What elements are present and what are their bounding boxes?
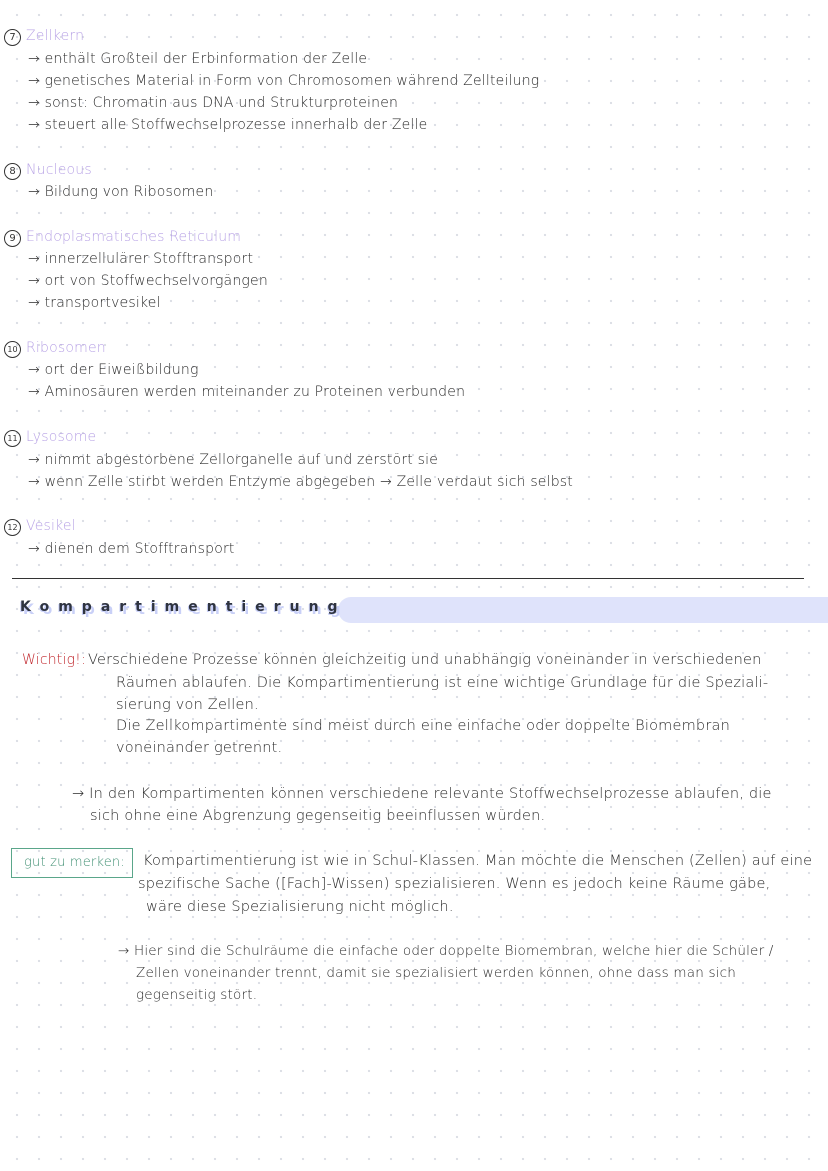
wichtig-line: Räumen ablaufen. Die Kompartimentierung ist eine wichtige Grundlage für die Speziali- [116,675,769,691]
section-title: Ribosomen [26,340,106,356]
bullet-line: → transportvesikel [28,295,161,311]
section-title: Lysosome [26,429,97,445]
section-number: 12 [4,519,21,536]
note-line: Kompartimentierung ist wie in Schul-Klassen. Man möchte die Menschen (Zellen) auf eine [143,853,813,869]
final-line: gegenseitig stört. [136,987,258,1003]
bullet-line: → Bildung von Ribosomen [28,184,214,200]
section-title: Endoplasmatisches Reticulum [26,229,242,245]
heading-highlight-band [338,597,828,623]
wichtig-line: Die Zellkompartimente sind meist durch eine einfache oder doppelte Biomembran [116,718,730,734]
wichtig-line: voneinander getrennt. [116,740,283,756]
bullet-line: → sonst: Chromatin aus DNA und Strukturproteinen [28,95,399,111]
section-number: 11 [4,430,21,447]
bullet-line: → genetisches Material in Form von Chromosomen während Zellteilung [28,73,540,89]
section-number: 10 [4,341,21,358]
section-number: 7 [4,29,21,46]
section-title: Nucleous [26,162,92,178]
final-line: Zellen voneinander trennt, damit sie spezialisiert werden können, ohne dass man sich [136,965,737,981]
section-number: 9 [4,230,21,247]
bullet-line: → nimmt abgestorbene Zellorganelle auf und zerstört sie [28,452,439,468]
bullet-line: → dienen dem Stofftransport [28,541,235,557]
bullet-line: → Aminosäuren werden miteinander zu Proteinen verbunden [28,384,466,400]
gut-zu-merken-box: gut zu merken: [11,848,133,878]
bullet-line: → ort von Stoffwechselvorgängen [28,273,268,289]
arrow-line: → In den Kompartimenten können verschiedene relevante Stoffwechselprozesse ablaufen, die [72,786,772,802]
bullet-line: → innerzellulärer Stofftransport [28,251,254,267]
wichtig-line: Verschiedene Prozesse können gleichzeitig und unabhängig voneinander in verschiedenen [88,652,762,668]
wichtig-label: Wichtig!: [22,652,86,668]
final-line: → Hier sind die Schulräume die einfache oder doppelte Biomembran, welche hier die Schüler / [118,943,774,959]
section-title: Vesikel [26,518,76,534]
bullet-line: → wenn Zelle stirbt werden Entzyme abgegeben → Zelle verdaut sich selbst [28,474,573,490]
section-title: Zellkern [26,28,85,44]
wichtig-line: sierung von Zellen. [116,697,259,713]
note-line: wäre diese Spezialisierung nicht möglich. [146,899,454,915]
section-number: 8 [4,163,21,180]
bullet-line: → ort der Eiweißbildung [28,362,199,378]
arrow-line: sich ohne eine Abgrenzung gegenseitig beeinflussen würden. [90,808,546,824]
section-divider [12,578,804,579]
bullet-line: → enthält Großteil der Erbinformation der Zelle [28,51,368,67]
bullet-line: → steuert alle Stoffwechselprozesse innerhalb der Zelle [28,117,428,133]
kompartimentierung-heading: Kompartimentierung [20,599,347,615]
note-line: spezifische Sache ([Fach]-Wissen) spezialisieren. Wenn es jedoch keine Räume gäbe, [138,876,771,892]
